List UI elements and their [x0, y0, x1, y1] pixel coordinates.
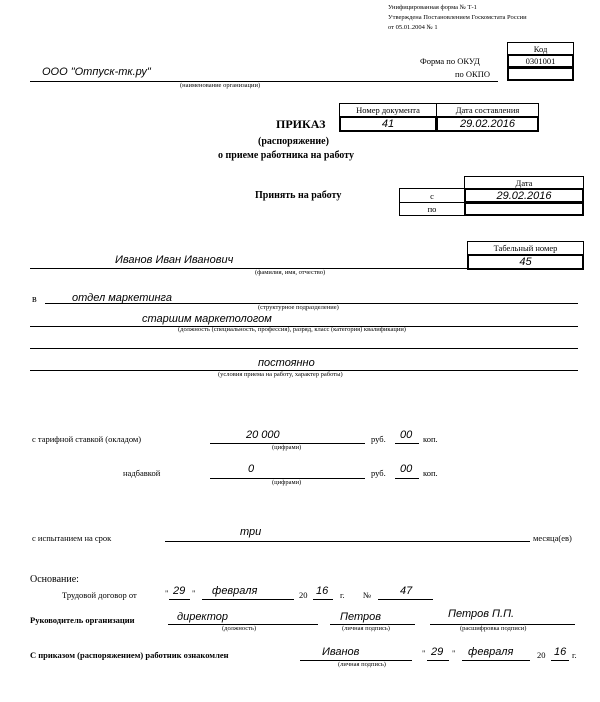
ack-quote-open: " [422, 648, 426, 658]
bonus-kop: 00 [400, 463, 413, 475]
position-caption: (должность (специальность, профессия), разряд, класс (категория) квалификации) [178, 326, 406, 333]
bonus-label: надбавкой [123, 468, 161, 478]
conditions-caption: (условия приема на работу, характер работы) [218, 371, 343, 378]
probation-label: с испытанием на срок [32, 533, 112, 543]
okud-label: Форма по ОКУД [420, 56, 480, 66]
contract-month: февраля [212, 585, 258, 597]
employee-name: Иванов Иван Иванович [115, 254, 234, 266]
from-date: 29.02.2016 [464, 188, 584, 203]
date-header: Дата [464, 176, 584, 189]
okpo-code [507, 67, 574, 81]
contract-number-label: № [363, 590, 372, 600]
probation-unit: месяца(ев) [533, 533, 572, 543]
position-value: старшим маркетологом [142, 313, 272, 325]
contract-number: 47 [400, 585, 413, 597]
salary-rub-label: руб. [371, 434, 386, 444]
department-caption: (структурное подразделение) [258, 304, 339, 311]
director-signature: Петров [340, 611, 381, 623]
director-position-caption: (должность) [222, 625, 257, 632]
bonus-kop-label: коп. [423, 468, 438, 478]
contract-year-suffix: г. [340, 590, 345, 600]
acknowledged-label: С приказом (распоряжением) работник ознакомлен [30, 650, 229, 660]
to-date [464, 202, 584, 216]
bonus-caption: (цифрами) [272, 479, 302, 486]
salary-rub: 20 000 [246, 429, 280, 441]
doc-date: 29.02.2016 [436, 116, 539, 132]
ack-year-suffix: г. [572, 650, 577, 660]
ack-quote-close: " [452, 648, 456, 658]
probation-value: три [240, 526, 262, 538]
employee-signature-caption: (личная подпись) [338, 661, 386, 668]
okud-code: 0301001 [507, 54, 574, 68]
contract-day: 29 [173, 585, 186, 597]
organization-caption: (наименование организации) [180, 82, 261, 89]
to-label: по [399, 202, 465, 216]
salary-kop: 00 [400, 429, 413, 441]
form-date-line: от 05.01.2004 № 1 [388, 24, 438, 31]
director-decoding-caption: (расшифровка подписи) [460, 625, 527, 632]
order-title: ПРИКАЗ [276, 117, 326, 131]
director-label: Руководитель организации [30, 615, 135, 625]
ack-day: 29 [431, 646, 444, 658]
bonus-rub-label: руб. [371, 468, 386, 478]
contract-year: 16 [316, 585, 329, 597]
contract-quote-open: " [165, 588, 169, 598]
tab-number: 45 [467, 254, 584, 270]
doc-number-header: Номер документа [339, 103, 437, 117]
order-subtitle: (распоряжение) [258, 136, 329, 147]
organization-name: ООО "Отпуск-тк.ру" [42, 66, 151, 78]
basis-label: Основание: [30, 574, 79, 585]
salary-label: с тарифной ставкой (окладом) [32, 434, 142, 444]
from-label: с [399, 188, 465, 203]
ack-month: февраля [468, 646, 514, 658]
bonus-rub: 0 [248, 463, 255, 475]
director-decoding: Петров П.П. [448, 608, 515, 620]
ack-year: 16 [554, 646, 567, 658]
employee-name-caption: (фамилия, имя, отчество) [255, 269, 326, 276]
form-approval-line: Утверждена Постановлением Госкомстата России [388, 14, 527, 21]
order-subject: о приеме работника на работу [218, 150, 354, 161]
doc-date-header: Дата составления [436, 103, 539, 117]
salary-kop-label: коп. [423, 434, 438, 444]
code-header: Код [507, 42, 574, 55]
salary-caption: (цифрами) [272, 444, 302, 451]
okpo-label: по ОКПО [455, 69, 491, 79]
department-prefix: в [32, 294, 37, 305]
tab-number-header: Табельный номер [467, 241, 584, 255]
employee-signature: Иванов [322, 646, 360, 658]
conditions-value: постоянно [258, 357, 315, 369]
hire-label: Принять на работу [255, 190, 342, 201]
director-position: директор [177, 611, 229, 623]
director-signature-caption: (личная подпись) [342, 625, 390, 632]
form-name-line: Унифицированная форма № Т-1 [388, 4, 477, 11]
contract-label: Трудовой договор от [62, 590, 137, 600]
contract-year-prefix: 20 [299, 590, 308, 600]
ack-year-prefix: 20 [537, 650, 546, 660]
department-value: отдел маркетинга [72, 292, 172, 304]
contract-quote-close: " [192, 588, 196, 598]
doc-number: 41 [339, 116, 437, 132]
